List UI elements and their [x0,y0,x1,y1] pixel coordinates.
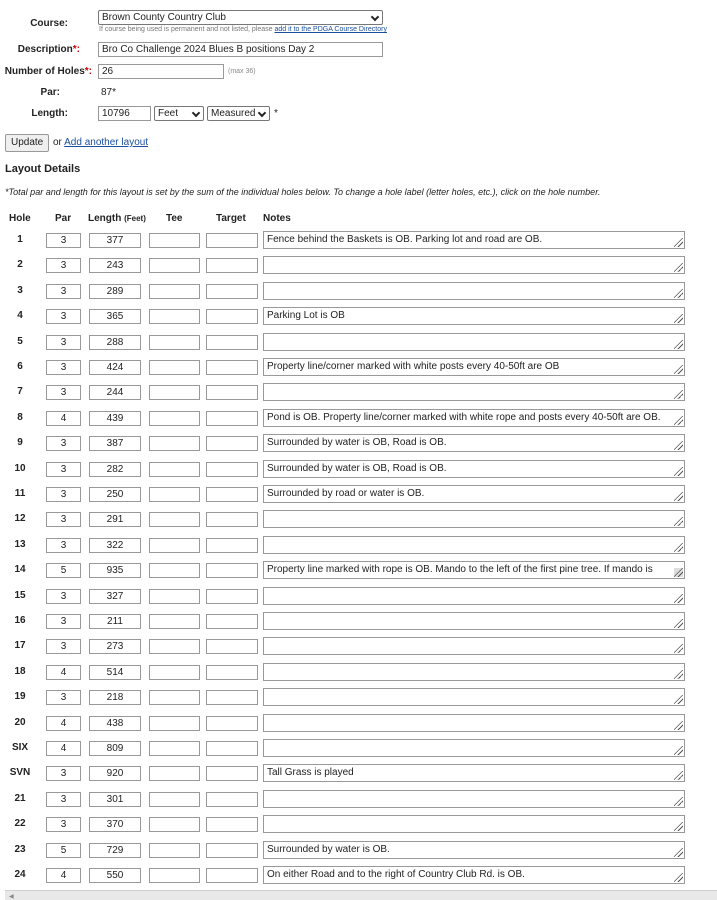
hole-par-input[interactable]: 3 [46,335,81,350]
hole-target-input[interactable] [206,487,258,502]
table-row [0,536,717,556]
hole-length-input[interactable]: 301 [89,792,141,807]
hole-par-input[interactable]: 5 [46,563,81,578]
hole-tee-input[interactable] [149,589,200,604]
length-unit-select[interactable] [154,106,204,121]
hole-notes-textarea[interactable] [263,790,685,808]
resize-grip-icon[interactable] [674,746,683,755]
resize-grip-icon[interactable] [674,416,683,425]
add-layout-link[interactable]: Add another layout [64,137,149,148]
hole-length-input[interactable]: 439 [89,411,141,426]
hole-par-input[interactable]: 4 [46,665,81,680]
table-row [0,333,717,353]
resize-grip-icon[interactable] [674,848,683,857]
holes-label-text: Number of Holes [4,66,85,77]
course-note-text: If course being used is permanent and not listed, please [99,26,275,33]
horizontal-scrollbar[interactable] [5,890,717,900]
hole-notes-textarea[interactable] [263,333,685,351]
hole-notes-text: Surrounded by water is OB, Road is OB. [267,462,447,474]
table-row [0,282,717,302]
resize-grip-icon[interactable] [674,721,683,730]
table-row [0,485,717,505]
update-button[interactable]: Update [5,134,49,152]
col-length-unit: (Feet) [124,214,146,223]
hole-notes-textarea[interactable] [263,714,685,732]
hole-par-input[interactable]: 3 [46,360,81,375]
hole-target-input[interactable] [206,258,258,273]
hole-notes-textarea[interactable] [263,841,685,859]
hole-notes-text: Fence behind the Baskets is OB. Parking lot and road are OB. [267,234,543,245]
course-note [99,26,387,33]
table-row [0,383,717,403]
resize-grip-icon[interactable] [674,594,683,603]
table-row [0,256,717,276]
hole-tee-input[interactable] [149,614,200,629]
resize-grip-icon[interactable] [674,670,683,679]
hole-number[interactable]: 15 [14,589,26,601]
table-row [0,612,717,632]
hole-par-input[interactable]: 3 [46,766,81,781]
hole-notes-text: Surrounded by water is OB, Road is OB. [267,437,447,449]
hole-notes-textarea[interactable] [263,739,685,757]
resize-grip-icon[interactable] [674,467,683,476]
hole-par-input[interactable]: 3 [46,512,81,527]
hole-notes-textarea[interactable] [263,231,685,249]
hole-par-input[interactable]: 3 [46,487,81,502]
hole-notes-text: Parking Lot is OB [267,310,345,322]
hole-notes-text: Tall Grass is played [267,767,354,779]
col-par: Par [55,213,72,224]
hole-length-input[interactable]: 438 [89,716,141,731]
course-label: Course: [30,18,68,29]
description-label [0,44,80,55]
hole-number[interactable]: 18 [14,665,26,677]
hole-length-input[interactable]: 322 [89,538,141,553]
col-length-text: Length [88,213,122,224]
hole-par-input[interactable]: 4 [46,411,81,426]
hole-target-input[interactable] [206,563,258,578]
hole-length-input[interactable]: 935 [89,563,141,578]
hole-par-input[interactable]: 3 [46,385,81,400]
hole-notes-textarea[interactable] [263,383,685,401]
hole-length-input[interactable]: 729 [89,843,141,858]
table-row [0,409,717,429]
hole-number[interactable]: 4 [17,310,23,322]
description-input[interactable]: Bro Co Challenge 2024 Blues B positions Day 2 [98,42,383,57]
col-tee: Tee [166,213,183,224]
hole-length-input[interactable]: 211 [89,614,141,629]
hole-length-input[interactable]: 282 [89,462,141,477]
resize-grip-icon[interactable] [674,238,683,247]
hole-number[interactable]: 21 [14,792,26,804]
table-row [0,587,717,607]
hole-tee-input[interactable] [149,487,200,502]
hole-par-input[interactable]: 3 [46,817,81,832]
hole-target-input[interactable] [206,411,258,426]
hole-par-input[interactable]: 3 [46,309,81,324]
hole-notes-textarea[interactable] [263,409,685,427]
table-row [0,790,717,810]
hole-tee-input[interactable] [149,309,200,324]
hole-tee-input[interactable] [149,665,200,680]
hole-length-input[interactable]: 288 [89,335,141,350]
resize-grip-icon[interactable] [674,822,683,831]
hole-target-input[interactable] [206,512,258,527]
hole-notes-textarea[interactable] [263,434,685,452]
add-course-directory-link[interactable]: add it to the PDGA Course Directory [274,26,387,33]
hole-number[interactable]: 19 [14,691,26,703]
hole-length-input[interactable]: 365 [89,309,141,324]
hole-tee-input[interactable] [149,258,200,273]
hole-tee-input[interactable] [149,436,200,451]
hole-number[interactable]: 7 [17,386,23,398]
hole-target-input[interactable] [206,741,258,756]
table-row [0,561,717,581]
hole-length-input[interactable]: 218 [89,690,141,705]
hole-par-input[interactable]: 4 [46,716,81,731]
resize-grip-icon[interactable] [674,314,683,323]
hole-target-input[interactable] [206,614,258,629]
hole-par-input[interactable]: 3 [46,538,81,553]
hole-length-input[interactable]: 250 [89,487,141,502]
hole-tee-input[interactable] [149,512,200,527]
hole-tee-input[interactable] [149,563,200,578]
hole-length-input[interactable]: 809 [89,741,141,756]
resize-grip-icon[interactable] [674,390,683,399]
hole-notes-textarea[interactable] [263,485,685,503]
hole-par-input[interactable]: 3 [46,614,81,629]
hole-notes-textarea[interactable] [263,815,685,833]
hole-notes-text: Surrounded by water is OB. [267,843,390,855]
hole-number[interactable]: 22 [14,818,26,830]
length-method-value: Measured [211,108,256,119]
hole-notes-textarea[interactable] [263,256,685,274]
hole-notes-text: Property line marked with rope is OB. Mando to the left of the first pine tree. If mando is [267,564,653,576]
col-notes: Notes [263,213,291,224]
hole-length-input[interactable]: 377 [89,233,141,248]
holes-input[interactable]: 26 [98,64,224,79]
hole-target-input[interactable] [206,843,258,858]
holes-label [0,66,92,77]
hole-target-input[interactable] [206,309,258,324]
hole-notes-textarea[interactable] [263,358,685,376]
hole-number[interactable]: 8 [17,411,23,423]
table-row [0,510,717,530]
hole-notes-textarea[interactable] [263,561,685,579]
resize-grip-icon[interactable] [674,644,683,653]
hole-par-input[interactable]: 3 [46,258,81,273]
hole-notes-textarea[interactable] [263,688,685,706]
hole-number[interactable]: 16 [14,615,26,626]
hole-tee-input[interactable] [149,868,200,883]
hole-par-input[interactable]: 4 [46,741,81,756]
hole-target-input[interactable] [206,766,258,781]
hole-tee-input[interactable] [149,385,200,400]
hole-target-input[interactable] [206,639,258,654]
hole-target-input[interactable] [206,589,258,604]
hole-number[interactable]: 2 [17,259,23,271]
chevron-down-icon [371,13,379,21]
hole-notes-textarea[interactable] [263,612,685,630]
hole-notes-textarea[interactable] [263,536,685,554]
hole-number[interactable]: 20 [14,716,26,728]
resize-grip-icon[interactable] [674,289,683,298]
hole-target-input[interactable] [206,436,258,451]
length-input[interactable]: 10796 [98,106,151,121]
hole-number[interactable]: 3 [17,284,23,296]
hole-notes-textarea[interactable] [263,307,685,325]
hole-par-input[interactable]: 4 [46,868,81,883]
hole-notes-text: Pond is OB. Property line/corner marked with white rope and posts every 40-50ft are OB. [267,411,661,423]
description-label-text: Description [17,44,73,55]
hole-length-input[interactable]: 424 [89,360,141,375]
hole-number[interactable]: 6 [17,361,23,372]
hole-length-input[interactable]: 327 [89,589,141,604]
table-row [0,841,717,861]
table-row [0,815,717,835]
hole-target-input[interactable] [206,716,258,731]
hole-target-input[interactable] [206,665,258,680]
hole-tee-input[interactable] [149,411,200,426]
par-value: 87* [101,87,117,98]
resize-grip-icon[interactable] [674,771,683,780]
table-row [0,460,717,480]
resize-grip-icon[interactable] [674,543,683,552]
chevron-down-icon [258,109,266,117]
hole-notes-textarea[interactable] [263,663,685,681]
hole-length-input[interactable]: 273 [89,639,141,654]
resize-grip-icon[interactable] [674,441,683,450]
col-target: Target [216,213,246,224]
resize-grip-icon[interactable] [674,492,683,501]
hole-notes-text: On either Road and to the right of Country Club Rd. is OB. [267,869,525,880]
resize-grip-icon[interactable] [674,340,683,349]
table-row [0,739,717,759]
hole-number[interactable]: 24 [14,869,26,880]
hole-length-input[interactable]: 514 [89,665,141,680]
hole-target-input[interactable] [206,868,258,883]
course-select-value: Brown County Country Club [102,12,226,23]
resize-grip-icon[interactable] [674,263,683,272]
layout-instructions: *Total par and length for this layout is set by the sum of the individual holes below. To change a hole label (letter holes, etc.), click on the hole number. [5,187,601,197]
resize-grip-icon[interactable] [674,517,683,526]
hole-target-input[interactable] [206,462,258,477]
hole-notes-textarea[interactable] [263,637,685,655]
hole-number[interactable]: 9 [17,437,23,449]
hole-length-input[interactable]: 289 [89,284,141,299]
hole-tee-input[interactable] [149,766,200,781]
hole-tee-input[interactable] [149,843,200,858]
hole-tee-input[interactable] [149,639,200,654]
hole-number[interactable]: 5 [17,335,23,347]
hole-tee-input[interactable] [149,690,200,705]
hole-notes-text: Surrounded by road or water is OB. [267,488,425,499]
layout-details-heading: Layout Details [5,163,81,175]
hole-par-input[interactable]: 3 [46,233,81,248]
hole-length-input[interactable]: 920 [89,766,141,781]
hole-tee-input[interactable] [149,817,200,832]
table-row [0,866,717,886]
hole-par-input[interactable]: 5 [46,843,81,858]
hole-tee-input[interactable] [149,741,200,756]
length-label: Length: [31,108,68,119]
hole-notes-textarea[interactable] [263,866,685,884]
resize-grip-icon[interactable] [674,873,683,882]
hole-target-input[interactable] [206,360,258,375]
resize-grip-icon[interactable] [674,365,683,374]
table-row [0,663,717,683]
col-length [88,213,146,224]
table-row [0,764,717,784]
hole-target-input[interactable] [206,233,258,248]
holes-required-mark: *: [84,66,92,77]
hole-number[interactable]: SIX [11,742,29,753]
col-hole: Hole [9,213,31,224]
hole-number[interactable]: SVN [9,767,31,779]
hole-length-input[interactable]: 387 [89,436,141,451]
hole-number[interactable]: 10 [14,462,26,474]
length-mark: * [274,108,278,119]
hole-number[interactable]: 14 [14,564,26,576]
hole-target-input[interactable] [206,385,258,400]
hole-par-input[interactable]: 3 [46,690,81,705]
hole-number[interactable]: 12 [14,513,26,525]
table-row [0,688,717,708]
hole-notes-textarea[interactable] [263,460,685,478]
hole-par-input[interactable]: 3 [46,462,81,477]
or-text: or [53,137,62,148]
hole-tee-input[interactable] [149,233,200,248]
hole-target-input[interactable] [206,538,258,553]
table-row [0,231,717,251]
hole-target-input[interactable] [206,335,258,350]
hole-length-input[interactable]: 243 [89,258,141,273]
resize-grip-icon[interactable] [674,695,683,704]
hole-target-input[interactable] [206,792,258,807]
hole-tee-input[interactable] [149,284,200,299]
hole-notes-textarea[interactable] [263,587,685,605]
hole-par-input[interactable]: 3 [46,792,81,807]
table-row [0,434,717,454]
hole-notes-textarea[interactable] [263,764,685,782]
hole-target-input[interactable] [206,284,258,299]
hole-number[interactable]: 1 [17,234,23,245]
hole-tee-input[interactable] [149,335,200,350]
hole-par-input[interactable]: 3 [46,639,81,654]
hole-par-input[interactable]: 3 [46,284,81,299]
hole-notes-textarea[interactable] [263,282,685,300]
length-unit-value: Feet [158,108,179,119]
par-label: Par: [40,87,60,98]
hole-target-input[interactable] [206,817,258,832]
hole-par-input[interactable]: 3 [46,436,81,451]
hole-number[interactable]: 11 [14,488,26,499]
table-row [0,358,717,378]
length-method-select[interactable] [207,106,270,121]
hole-number[interactable]: 17 [14,640,26,652]
hole-par-input[interactable]: 3 [46,589,81,604]
hole-length-input[interactable]: 291 [89,512,141,527]
table-row [0,637,717,657]
description-required-mark: *: [72,44,80,55]
hole-target-input[interactable] [206,690,258,705]
hole-tee-input[interactable] [149,538,200,553]
add-layout-line [53,137,148,148]
hole-number[interactable]: 23 [14,843,26,855]
resize-grip-icon[interactable] [674,568,683,577]
hole-tee-input[interactable] [149,462,200,477]
hole-length-input[interactable]: 550 [89,868,141,883]
resize-grip-icon[interactable] [674,619,683,628]
hole-number[interactable]: 13 [14,538,26,550]
hole-length-input[interactable]: 244 [89,385,141,400]
hole-tee-input[interactable] [149,360,200,375]
hole-tee-input[interactable] [149,792,200,807]
hole-length-input[interactable]: 370 [89,817,141,832]
hole-tee-input[interactable] [149,716,200,731]
scroll-left-arrow-icon[interactable]: ◀ [9,894,14,900]
table-row [0,307,717,327]
table-row [0,714,717,734]
holes-max-note: (max 36) [228,68,256,75]
hole-notes-textarea[interactable] [263,510,685,528]
hole-notes-text: Property line/corner marked with white posts every 40-50ft are OB [267,361,560,372]
resize-grip-icon[interactable] [674,797,683,806]
course-select[interactable] [98,10,383,25]
chevron-down-icon [192,109,200,117]
